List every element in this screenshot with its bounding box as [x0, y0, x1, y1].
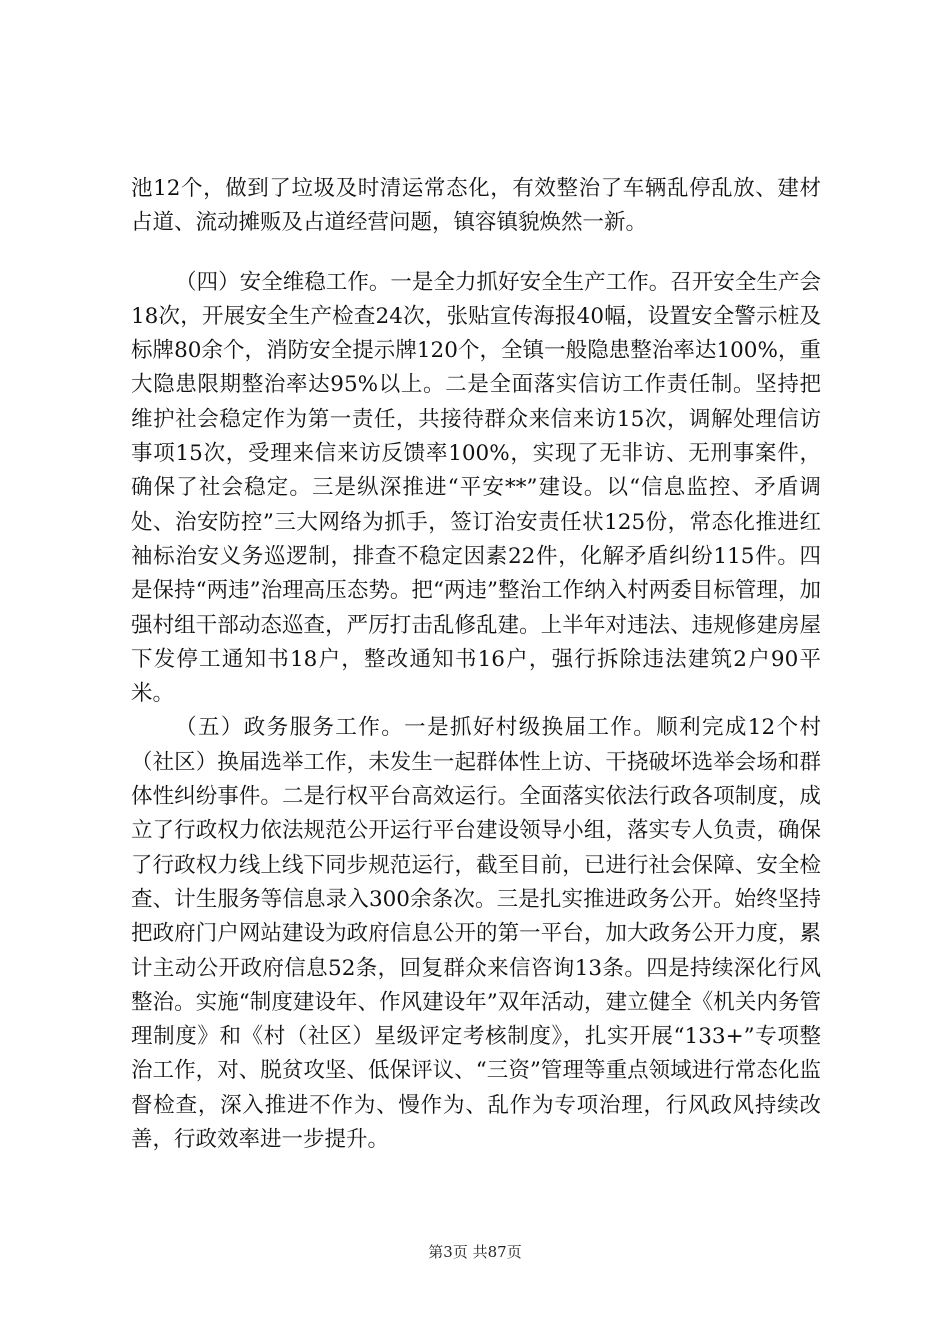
paragraph-continuation: 池12个，做到了垃圾及时清运常态化，有效整治了车辆乱停乱放、建材占道、流动摊贩及占道经营问题，镇容镇貌焕然一新。	[131, 176, 821, 236]
page-number-footer: 第3页 共87页	[428, 1243, 522, 1261]
document-body	[131, 172, 821, 1157]
paragraph-security-stability: （四）安全维稳工作。一是全力抓好安全生产工作。召开安全生产会18次，开展安全生产检查24次，张贴宣传海报40幅，设置安全警示桩及标牌80余个，消防安全提示牌120个，全镇一般隐患整治率达100%，重大隐患限期整治率达95%以上。二是全面落实信访工作责任制。坚持把维护社会稳定作为第一责任，共接待群众来信来访15次，调解处理信访事项15次，受理来信来访反馈率100%，实现了无非访、无刑事案件，确保了社会稳定。三是纵深推进“平安**”建设。以“信息监控、矛盾调处、治安防控”三大网络为抓手，签订治安责任状125份，常态化推进红袖标治安义务巡逻制，排查不稳定因素22件，化解矛盾纠纷115件。四是保持“两违”治理高压态势。把“两违”整治工作纳入村两委目标管理，加强村组干部动态巡查，严厉打击乱修乱建。上半年对违法、违规修建房屋下发停工通知书18户，整改通知书16户，强行拆除违法建筑2户90平米。	[131, 269, 821, 707]
paragraph-government-service: （五）政务服务工作。一是抓好村级换届工作。顺利完成12个村（社区）换届选举工作，未发生一起群体性上访、干挠破坏选举会场和群体性纠纷事件。二是行权平台高效运行。全面落实依法行政各项制度，成立了行政权力依法规范公开运行平台建设领导小组，落实专人负责，确保了行政权力线上线下同步规范运行，截至目前，已进行社会保障、安全检查、计生服务等信息录入300余条次。三是扎实推进政务公开。始终坚持把政府门户网站建设为政府信息公开的第一平台，加大政务公开力度，累计主动公开政府信息52条，回复群众来信咨询13条。四是持续深化行风整治。实施“制度建设年、作风建设年”双年活动，建立健全《机关内务管理制度》和《村（社区）星级评定考核制度》，扎实开展“133+”专项整治工作，对、脱贫攻坚、低保评议、“三资”管理等重点领域进行常态化监督检查，深入推进不作为、慢作为、乱作为专项治理，行风政风持续改善，行政效率进一步提升。	[131, 715, 821, 1153]
paragraph-gap	[131, 241, 821, 266]
